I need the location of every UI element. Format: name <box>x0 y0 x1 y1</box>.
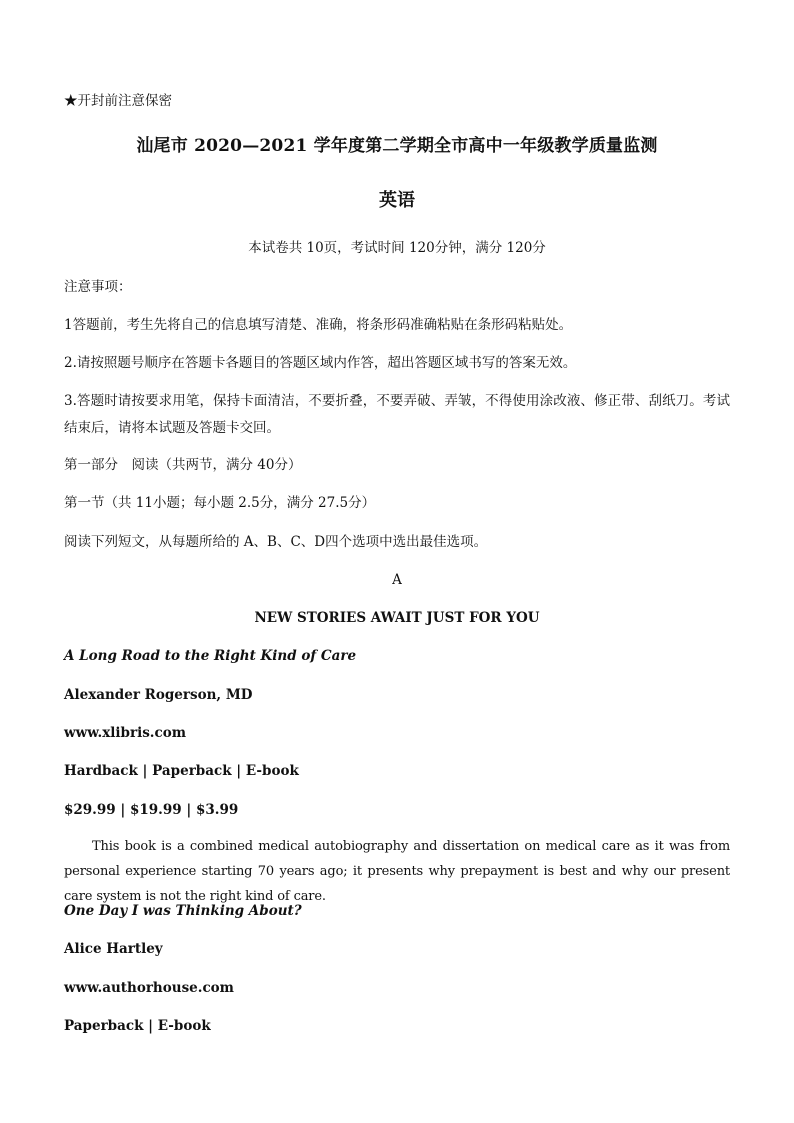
book-1-description: This book is a combined medical autobiography and dissertation on medical care as it was from personal experience starting 70 years ago; it presents why prepayment is best and why our present care system is not the right kind of care. <box>64 839 730 904</box>
passage-heading: NEW STORIES AWAIT JUST FOR YOU <box>254 610 540 626</box>
book-1-title: A Long Road to the Right Kind of Care <box>64 648 357 664</box>
subpart-heading: 第一节（共 11小题；每小题 2.5分，满分 27.5分） <box>64 495 376 511</box>
passage-label: A <box>392 572 402 588</box>
confidential-notice: ★开封前注意保密 <box>64 93 172 109</box>
book-1-prices: $29.99 | $19.99 | $3.99 <box>64 802 239 818</box>
note-item-1: 1答题前，考生先将自己的信息填写清楚、准确，将条形码准确粘贴在条形码粘贴处。 <box>64 317 573 333</box>
exam-info: 本试卷共 10页，考试时间 120分钟，满分 120分 <box>248 240 546 256</box>
reading-instruction: 阅读下列短文，从每题所给的 A、B、C、D四个选项中选出最佳选项。 <box>64 534 488 550</box>
part-heading: 第一部分 阅读（共两节，满分 40分） <box>64 457 302 473</box>
book-1-author: Alexander Rogerson, MD <box>64 687 253 703</box>
subject-title: 英语 <box>379 190 415 211</box>
book-1-formats: Hardback | Paperback | E-book <box>64 763 299 779</box>
note-item-2: 2.请按照题号顺序在答题卡各题目的答题区域内作答，超出答题区域书写的答案无效。 <box>64 355 577 371</box>
book-1-website: www.xlibris.com <box>64 725 187 741</box>
book-2-formats: Paperback | E-book <box>64 1018 211 1034</box>
book-2-website: www.authorhouse.com <box>64 980 234 996</box>
exam-title: 汕尾市 2020—2021 学年度第二学期全市高中一年级教学质量监测 <box>136 136 658 156</box>
book-2-author: Alice Hartley <box>64 941 163 957</box>
book-2-title: One Day I was Thinking About? <box>64 903 302 919</box>
notes-heading: 注意事项： <box>64 279 132 295</box>
note-item-3: 3.答题时请按要求用笔，保持卡面清洁，不要折叠，不要弄破、弄皱，不得使用涂改液、修正带、刮纸刀。考试结束后，请将本试题及答题卡交回。 <box>64 393 730 436</box>
